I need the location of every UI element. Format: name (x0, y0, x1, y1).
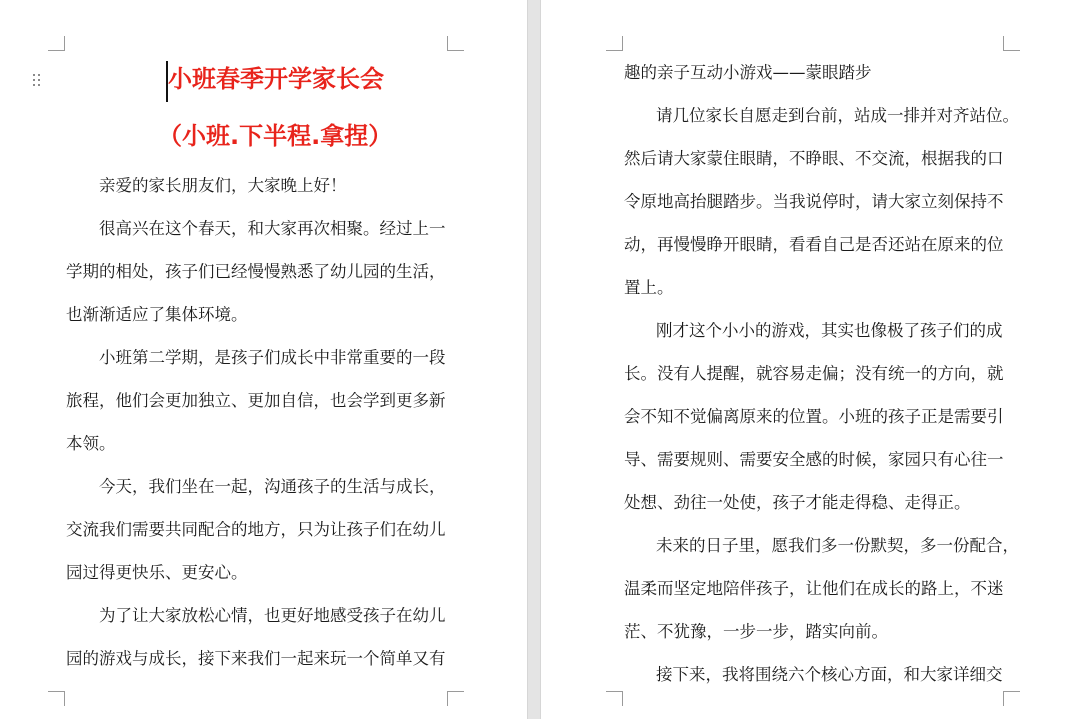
body-line: 趣的亲子互动小游戏——蒙眼踏步 (624, 63, 872, 82)
body-line: 刚才这个小小的游戏，其实也像极了孩子们的成 (656, 321, 1003, 340)
margin-mark-top-left (606, 36, 623, 51)
body-line: 小班第二学期，是孩子们成长中非常重要的一段 (99, 348, 446, 367)
document-title: 小班春季开学家长会 (168, 65, 384, 93)
body-line: 温柔而坚定地陪伴孩子，让他们在成长的路上，不迷 (624, 579, 1004, 598)
body-line: 导、需要规则、需要安全感的时候，家园只有心往一 (624, 450, 1004, 469)
margin-mark-bottom-left (606, 691, 623, 706)
body-line: 处想、劲往一处使，孩子才能走得稳、走得正。 (624, 493, 971, 512)
body-line: 很高兴在这个春天，和大家再次相聚。经过上一 (99, 219, 446, 238)
margin-mark-bottom-right (1003, 691, 1020, 706)
body-line: 园过得更快乐、更安心。 (66, 563, 248, 582)
body-line: 亲爱的家长朋友们，大家晚上好！ (99, 176, 347, 195)
body-line: 未来的日子里，愿我们多一份默契，多一份配合， (656, 536, 1019, 555)
document-page-left[interactable] (0, 0, 527, 719)
margin-mark-top-right (447, 36, 464, 51)
body-line: 茫、不犹豫，一步一步，踏实向前。 (624, 622, 888, 641)
body-line: 置上。 (624, 278, 674, 297)
body-line: 会不知不觉偏离原来的位置。小班的孩子正是需要引 (624, 407, 1004, 426)
body-line: 本领。 (66, 434, 116, 453)
body-line: 动，再慢慢睁开眼睛，看看自己是否还站在原来的位 (624, 235, 1004, 254)
body-line: 旅程，他们会更加独立、更加自信，也会学到更多新 (66, 391, 446, 410)
page-gap (527, 0, 541, 719)
body-line: 交流我们需要共同配合的地方，只为让孩子们在幼儿 (66, 520, 446, 539)
document-page-right[interactable] (541, 0, 1080, 719)
body-line: 然后请大家蒙住眼睛，不睁眼、不交流，根据我的口 (624, 149, 1004, 168)
body-line: 为了让大家放松心情，也更好地感受孩子在幼儿 (99, 606, 446, 625)
body-line: 园的游戏与成长，接下来我们一起来玩一个简单又有 (66, 649, 446, 668)
drag-handle-icon[interactable] (32, 73, 42, 87)
body-line: 学期的相处，孩子们已经慢慢熟悉了幼儿园的生活， (66, 262, 446, 281)
margin-mark-top-left (48, 36, 65, 51)
margin-mark-bottom-right (447, 691, 464, 706)
body-line: 长。没有人提醒，就容易走偏；没有统一的方向，就 (624, 364, 1004, 383)
body-line: 请几位家长自愿走到台前，站成一排并对齐站位。 (656, 106, 1019, 125)
body-line: 接下来，我将围绕六个核心方面，和大家详细交 (656, 665, 1003, 684)
document-subtitle: （小班.下半程.拿捏） (158, 122, 393, 150)
margin-mark-bottom-left (48, 691, 65, 706)
margin-mark-top-right (1003, 36, 1020, 51)
body-line: 令原地高抬腿踏步。当我说停时，请大家立刻保持不 (624, 192, 1004, 211)
body-line: 也渐渐适应了集体环境。 (66, 305, 248, 324)
body-line: 今天，我们坐在一起，沟通孩子的生活与成长， (99, 477, 446, 496)
